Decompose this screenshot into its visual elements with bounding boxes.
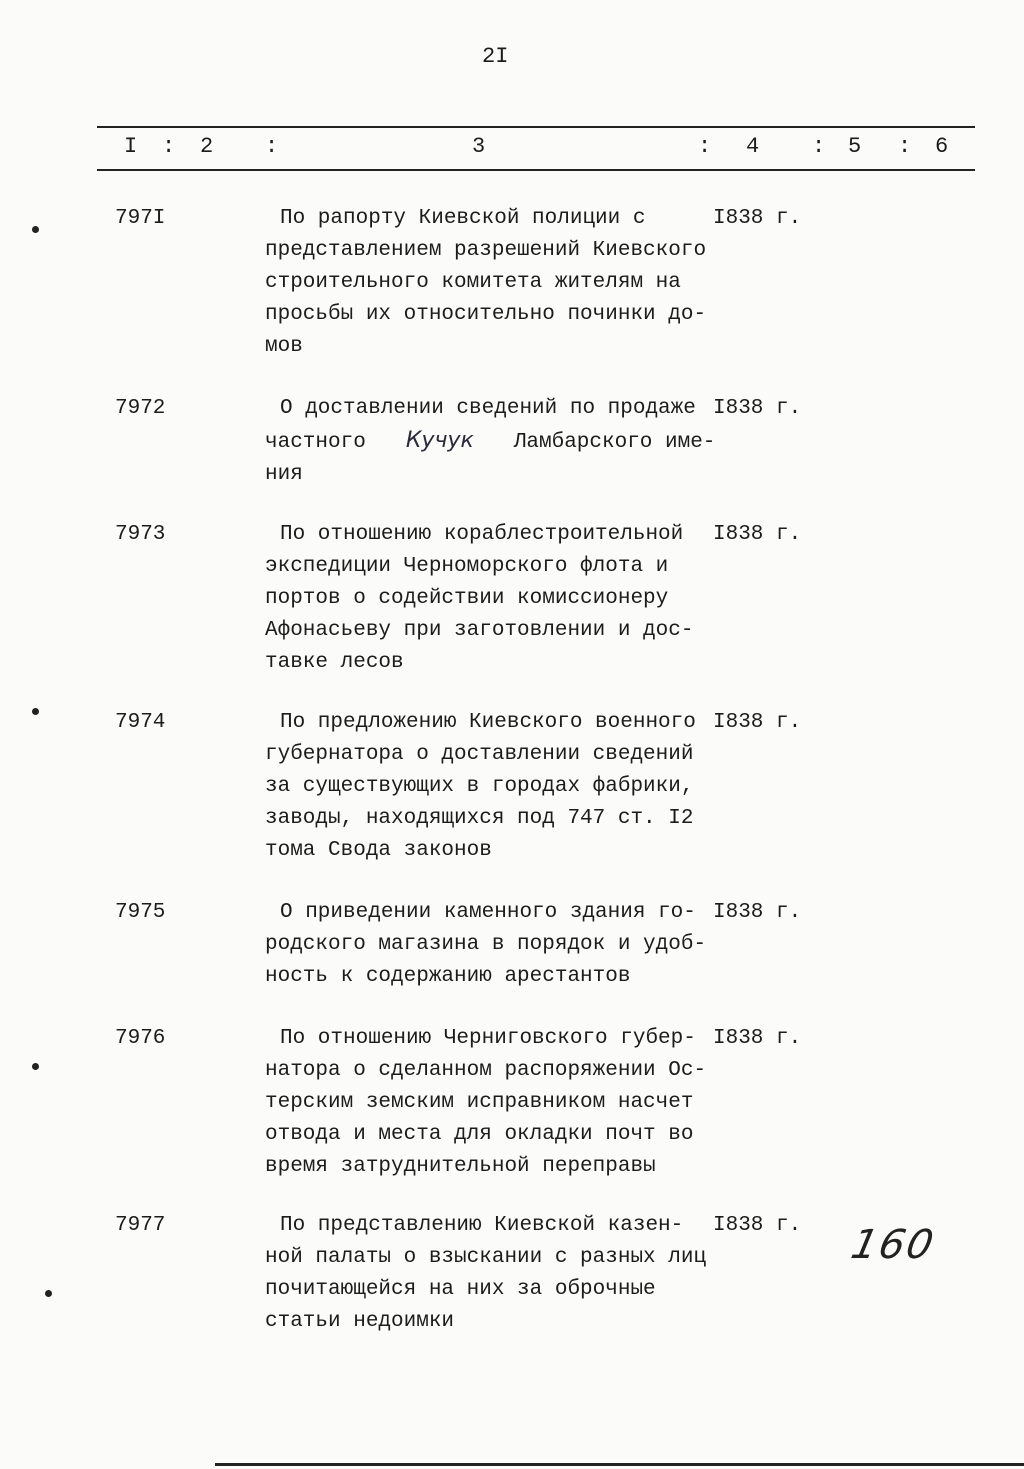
text-line: заводы, находящихся под 747 ст. I2 (265, 807, 694, 830)
entry-year: I838 г. (713, 901, 802, 924)
text-line: почитающейся на них за оброчные (265, 1278, 656, 1301)
entry-year: I838 г. (713, 523, 802, 546)
text-line: время затруднительной переправы (265, 1155, 656, 1178)
text-line: натора о сделанном распоряжении Ос- (265, 1059, 707, 1082)
entry-number: 7975 (115, 901, 166, 924)
text-line: По предложению Киевского военного (280, 711, 696, 734)
column-separator: : (265, 134, 279, 159)
entry-number: 7973 (115, 523, 166, 546)
text-line: терским земским исправником насчет (265, 1091, 694, 1114)
punch-hole-mark (32, 226, 39, 233)
entry-description (265, 707, 725, 867)
text-line: Афонасьеву при заготовлении и дос- (265, 619, 694, 642)
entry-description (265, 393, 725, 491)
entry-number: 797I (115, 207, 166, 230)
column-header: 2 (200, 134, 214, 159)
punch-hole-mark (45, 1290, 52, 1297)
text-line: тома Свода законов (265, 839, 492, 862)
entry-description (265, 1210, 725, 1338)
page-number: 2I (482, 44, 509, 69)
punch-hole-mark (32, 1063, 39, 1070)
column-separator: : (812, 134, 826, 159)
text-line: По рапорту Киевской полиции с (280, 207, 646, 230)
header-top-rule (97, 126, 975, 128)
entry-year: I838 г. (713, 207, 802, 230)
entry-number: 7976 (115, 1027, 166, 1050)
handwritten-folio-number: 160 (847, 1222, 940, 1268)
text-line: ной палаты о взыскании с разных лиц (265, 1246, 707, 1269)
text-line: представлением разрешений Киевского (265, 239, 707, 262)
entry-description (265, 897, 725, 993)
column-separator: : (698, 134, 712, 159)
text-line: отвода и места для окладки почт во (265, 1123, 694, 1146)
column-header: 5 (848, 134, 862, 159)
entry-year: I838 г. (713, 1214, 802, 1237)
text-segment: частного (265, 431, 366, 454)
text-line (265, 425, 725, 459)
text-line: По отношению кораблестроительной (280, 523, 684, 546)
text-line: строительного комитета жителям на (265, 271, 681, 294)
entry-year: I838 г. (713, 1027, 802, 1050)
column-header: 4 (746, 134, 760, 159)
column-separator: : (898, 134, 912, 159)
column-header: 3 (472, 134, 486, 159)
header-bottom-rule (97, 169, 975, 171)
punch-hole-mark (32, 708, 39, 715)
column-separator: : (162, 134, 176, 159)
text-line: статьи недоимки (265, 1310, 455, 1333)
bottom-rule (215, 1463, 1024, 1466)
entry-year: I838 г. (713, 397, 802, 420)
entry-number: 7977 (115, 1214, 166, 1237)
text-line: за существующих в городах фабрики, (265, 775, 694, 798)
text-line: ность к содержанию арестантов (265, 965, 631, 988)
text-line: ния (265, 463, 303, 486)
text-line: губернатора о доставлении сведений (265, 743, 694, 766)
text-line: родского магазина в порядок и удоб- (265, 933, 707, 956)
text-line: портов о содействии комиссионеру (265, 587, 669, 610)
entry-year: I838 г. (713, 711, 802, 734)
entry-number: 7972 (115, 397, 166, 420)
text-line: экспедиции Черноморского флота и (265, 555, 669, 578)
text-line: О приведении каменного здания го- (280, 901, 696, 924)
handwritten-insert: Кучук (405, 428, 474, 453)
text-line: По представлению Киевской казен- (280, 1214, 684, 1237)
entry-description (265, 1023, 725, 1183)
text-line: По отношению Черниговского губер- (280, 1027, 696, 1050)
column-header: I (124, 134, 138, 159)
text-line: мов (265, 335, 303, 358)
text-segment: Ламбарского име- (513, 431, 716, 454)
column-header: 6 (935, 134, 949, 159)
entry-description (265, 519, 725, 679)
entry-number: 7974 (115, 711, 166, 734)
text-line: О доставлении сведений по продаже (280, 397, 696, 420)
entry-description (265, 203, 725, 363)
text-line: просьбы их относительно починки до- (265, 303, 707, 326)
text-line: тавке лесов (265, 651, 404, 674)
